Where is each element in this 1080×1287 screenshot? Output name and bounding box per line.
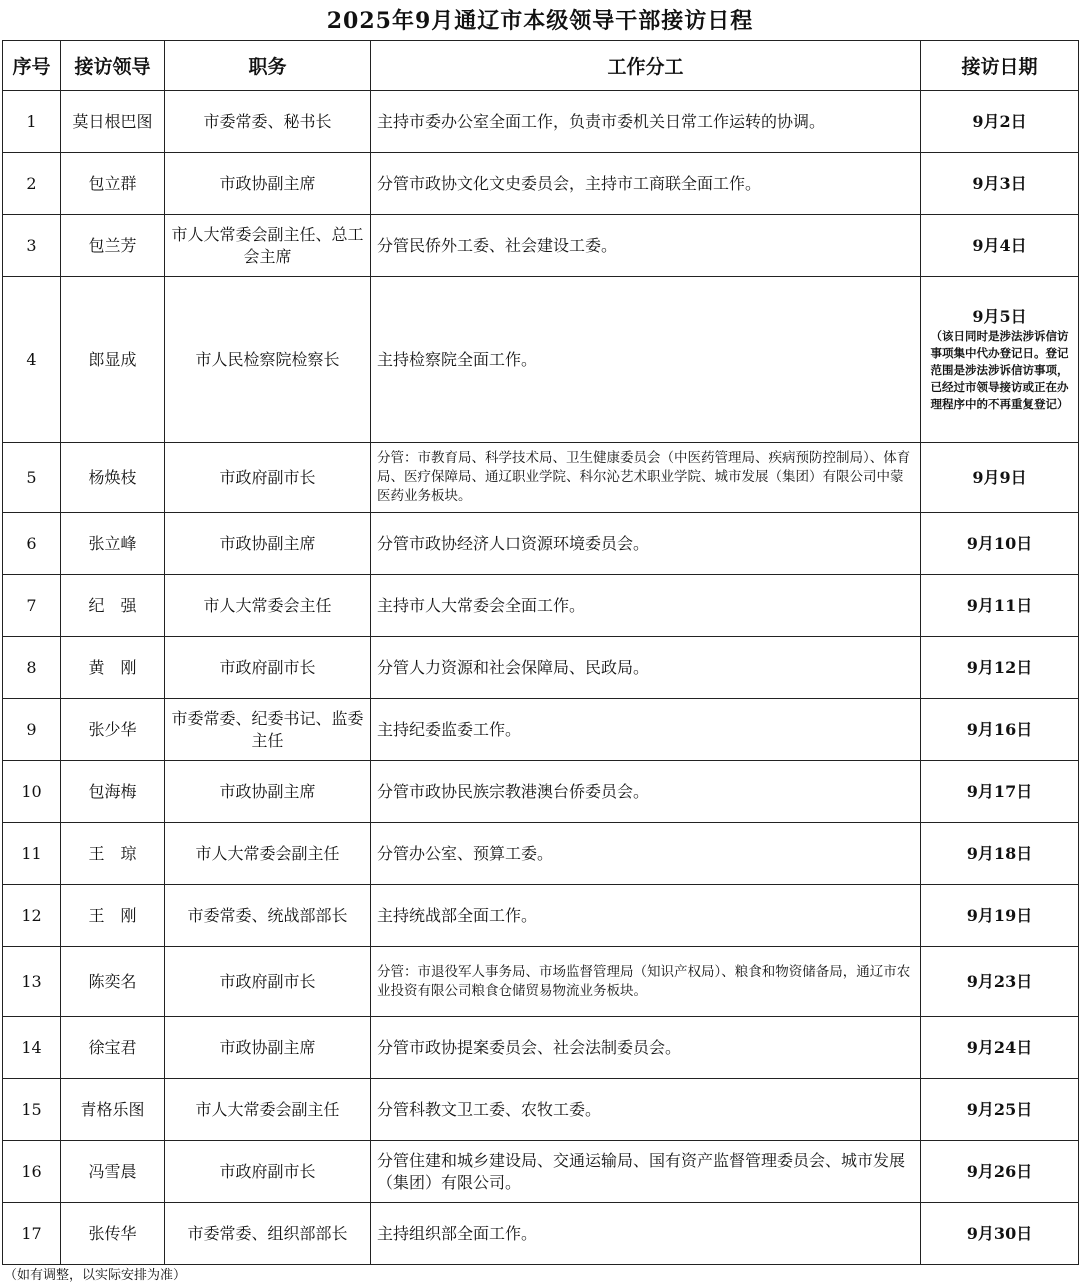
- table-row: [3, 153, 1079, 215]
- date-value: 9月30日: [966, 1223, 1033, 1243]
- date-value: 9月16日: [966, 719, 1033, 739]
- cell-position: 市政协副主席: [165, 513, 371, 575]
- cell-work: 主持组织部全面工作。: [371, 1203, 921, 1265]
- date-value: 9月2日: [972, 111, 1027, 131]
- cell-work: 分管科教文卫工委、农牧工委。: [371, 1079, 921, 1141]
- date-value: 9月12日: [966, 657, 1033, 677]
- cell-date: [921, 1141, 1079, 1203]
- cell-position: 市人大常委会副主任: [165, 1079, 371, 1141]
- table-row: [3, 1017, 1079, 1079]
- cell-date: [921, 91, 1079, 153]
- schedule-table: [2, 40, 1079, 1265]
- cell-position: 市政协副主席: [165, 153, 371, 215]
- date-value: 9月5日: [972, 307, 1027, 326]
- date-value: 9月25日: [966, 1099, 1033, 1119]
- table-row: [3, 947, 1079, 1017]
- footnote: （如有调整，以实际安排为准）: [4, 1268, 187, 1283]
- table-header-row: [3, 41, 1079, 91]
- cell-no: 7: [3, 575, 61, 637]
- cell-date: [921, 947, 1079, 1017]
- cell-position: 市政协副主席: [165, 1017, 371, 1079]
- cell-leader: 张少华: [61, 699, 165, 761]
- cell-leader: 陈奕名: [61, 947, 165, 1017]
- date-value: 9月17日: [966, 781, 1033, 801]
- cell-leader: 张传华: [61, 1203, 165, 1265]
- table-row: [3, 1141, 1079, 1203]
- cell-no: 12: [3, 885, 61, 947]
- cell-no: 8: [3, 637, 61, 699]
- cell-date: [921, 277, 1079, 443]
- cell-no: 5: [3, 443, 61, 513]
- cell-work: 分管市政协文化文史委员会，主持市工商联全面工作。: [371, 153, 921, 215]
- cell-position: 市政府副市长: [165, 1141, 371, 1203]
- cell-leader: 冯雪晨: [61, 1141, 165, 1203]
- date-value: 9月10日: [966, 533, 1033, 553]
- cell-leader: 杨焕枝: [61, 443, 165, 513]
- table-row: [3, 637, 1079, 699]
- date-value: 9月24日: [966, 1037, 1033, 1057]
- date-note: （该日同时是涉法涉诉信访事项集中代办登记日。登记范围是涉法涉诉信访事项，已经过市领导接访或正在办理程序中的不再重复登记）: [930, 329, 1069, 411]
- cell-position: 市人大常委会主任: [165, 575, 371, 637]
- cell-work: 分管市政协民族宗教港澳台侨委员会。: [371, 761, 921, 823]
- cell-leader: 纪 强: [61, 575, 165, 637]
- date-value: 9月3日: [972, 173, 1027, 193]
- table-row: [3, 513, 1079, 575]
- cell-work: 分管住建和城乡建设局、交通运输局、国有资产监督管理委员会、城市发展（集团）有限公司。: [371, 1141, 921, 1203]
- cell-work: 主持市委办公室全面工作，负责市委机关日常工作运转的协调。: [371, 91, 921, 153]
- cell-work: 分管：市退役军人事务局、市场监督管理局（知识产权局）、粮食和物资储备局，通辽市农业投资有限公司粮食仓储贸易物流业务板块。: [371, 947, 921, 1017]
- header-no: 序号: [3, 41, 61, 91]
- cell-no: 1: [3, 91, 61, 153]
- table-row: [3, 885, 1079, 947]
- cell-position: 市政府副市长: [165, 443, 371, 513]
- cell-date: [921, 215, 1079, 277]
- cell-leader: 王 琼: [61, 823, 165, 885]
- date-value: 9月11日: [966, 595, 1033, 615]
- cell-date: [921, 1079, 1079, 1141]
- cell-date: [921, 1017, 1079, 1079]
- table-body: [3, 91, 1079, 1265]
- table-row: [3, 823, 1079, 885]
- header-leader: 接访领导: [61, 41, 165, 91]
- date-value: 9月26日: [966, 1161, 1033, 1181]
- cell-work: 分管办公室、预算工委。: [371, 823, 921, 885]
- cell-work: 主持纪委监委工作。: [371, 699, 921, 761]
- cell-date: [921, 823, 1079, 885]
- cell-work: 主持市人大常委会全面工作。: [371, 575, 921, 637]
- cell-position: 市委常委、统战部部长: [165, 885, 371, 947]
- cell-leader: 徐宝君: [61, 1017, 165, 1079]
- cell-no: 17: [3, 1203, 61, 1265]
- cell-no: 15: [3, 1079, 61, 1141]
- cell-date: [921, 513, 1079, 575]
- cell-position: 市人民检察院检察长: [165, 277, 371, 443]
- cell-date: [921, 153, 1079, 215]
- header-date: 接访日期: [921, 41, 1079, 91]
- cell-work: 分管人力资源和社会保障局、民政局。: [371, 637, 921, 699]
- cell-date: [921, 761, 1079, 823]
- cell-date: [921, 637, 1079, 699]
- table-row: [3, 1079, 1079, 1141]
- cell-no: 16: [3, 1141, 61, 1203]
- cell-no: 3: [3, 215, 61, 277]
- cell-position: 市委常委、组织部部长: [165, 1203, 371, 1265]
- cell-position: 市政府副市长: [165, 637, 371, 699]
- date-value: 9月18日: [966, 843, 1033, 863]
- cell-leader: 张立峰: [61, 513, 165, 575]
- cell-no: 10: [3, 761, 61, 823]
- table-row: [3, 277, 1079, 443]
- cell-leader: 王 刚: [61, 885, 165, 947]
- cell-no: 4: [3, 277, 61, 443]
- cell-work: 分管民侨外工委、社会建设工委。: [371, 215, 921, 277]
- cell-leader: 莫日根巴图: [61, 91, 165, 153]
- table-row: [3, 1203, 1079, 1265]
- cell-leader: 郎显成: [61, 277, 165, 443]
- header-position: 职务: [165, 41, 371, 91]
- page-title: 2025年9月通辽市本级领导干部接访日程: [326, 8, 754, 34]
- table-row: [3, 575, 1079, 637]
- table-row: [3, 443, 1079, 513]
- cell-date: [921, 1203, 1079, 1265]
- cell-no: 2: [3, 153, 61, 215]
- cell-leader: 青格乐图: [61, 1079, 165, 1141]
- cell-leader: 黄 刚: [61, 637, 165, 699]
- table-row: [3, 699, 1079, 761]
- cell-date: [921, 443, 1079, 513]
- table-row: [3, 91, 1079, 153]
- cell-work: 分管市政协提案委员会、社会法制委员会。: [371, 1017, 921, 1079]
- cell-position: 市人大常委会副主任: [165, 823, 371, 885]
- cell-work: 主持检察院全面工作。: [371, 277, 921, 443]
- cell-position: 市人大常委会副主任、总工会主席: [165, 215, 371, 277]
- cell-leader: 包兰芳: [61, 215, 165, 277]
- cell-no: 14: [3, 1017, 61, 1079]
- cell-position: 市政协副主席: [165, 761, 371, 823]
- date-value: 9月9日: [972, 467, 1027, 487]
- cell-work: 主持统战部全面工作。: [371, 885, 921, 947]
- cell-position: 市政府副市长: [165, 947, 371, 1017]
- cell-date: [921, 885, 1079, 947]
- cell-position: 市委常委、纪委书记、监委主任: [165, 699, 371, 761]
- table-row: [3, 215, 1079, 277]
- date-value: 9月4日: [972, 235, 1027, 255]
- cell-work: 分管：市教育局、科学技术局、卫生健康委员会（中医药管理局、疾病预防控制局）、体育局、医疗保障局、通辽职业学院、科尔沁艺术职业学院、城市发展（集团）有限公司中蒙医药业务板块。: [371, 443, 921, 513]
- table-row: [3, 761, 1079, 823]
- cell-no: 13: [3, 947, 61, 1017]
- date-value: 9月19日: [966, 905, 1033, 925]
- cell-position: 市委常委、秘书长: [165, 91, 371, 153]
- cell-date: [921, 699, 1079, 761]
- cell-work: 分管市政协经济人口资源环境委员会。: [371, 513, 921, 575]
- header-work: 工作分工: [371, 41, 921, 91]
- cell-leader: 包海梅: [61, 761, 165, 823]
- cell-no: 11: [3, 823, 61, 885]
- date-value: 9月23日: [966, 971, 1033, 991]
- cell-date: [921, 575, 1079, 637]
- cell-no: 6: [3, 513, 61, 575]
- cell-leader: 包立群: [61, 153, 165, 215]
- cell-no: 9: [3, 699, 61, 761]
